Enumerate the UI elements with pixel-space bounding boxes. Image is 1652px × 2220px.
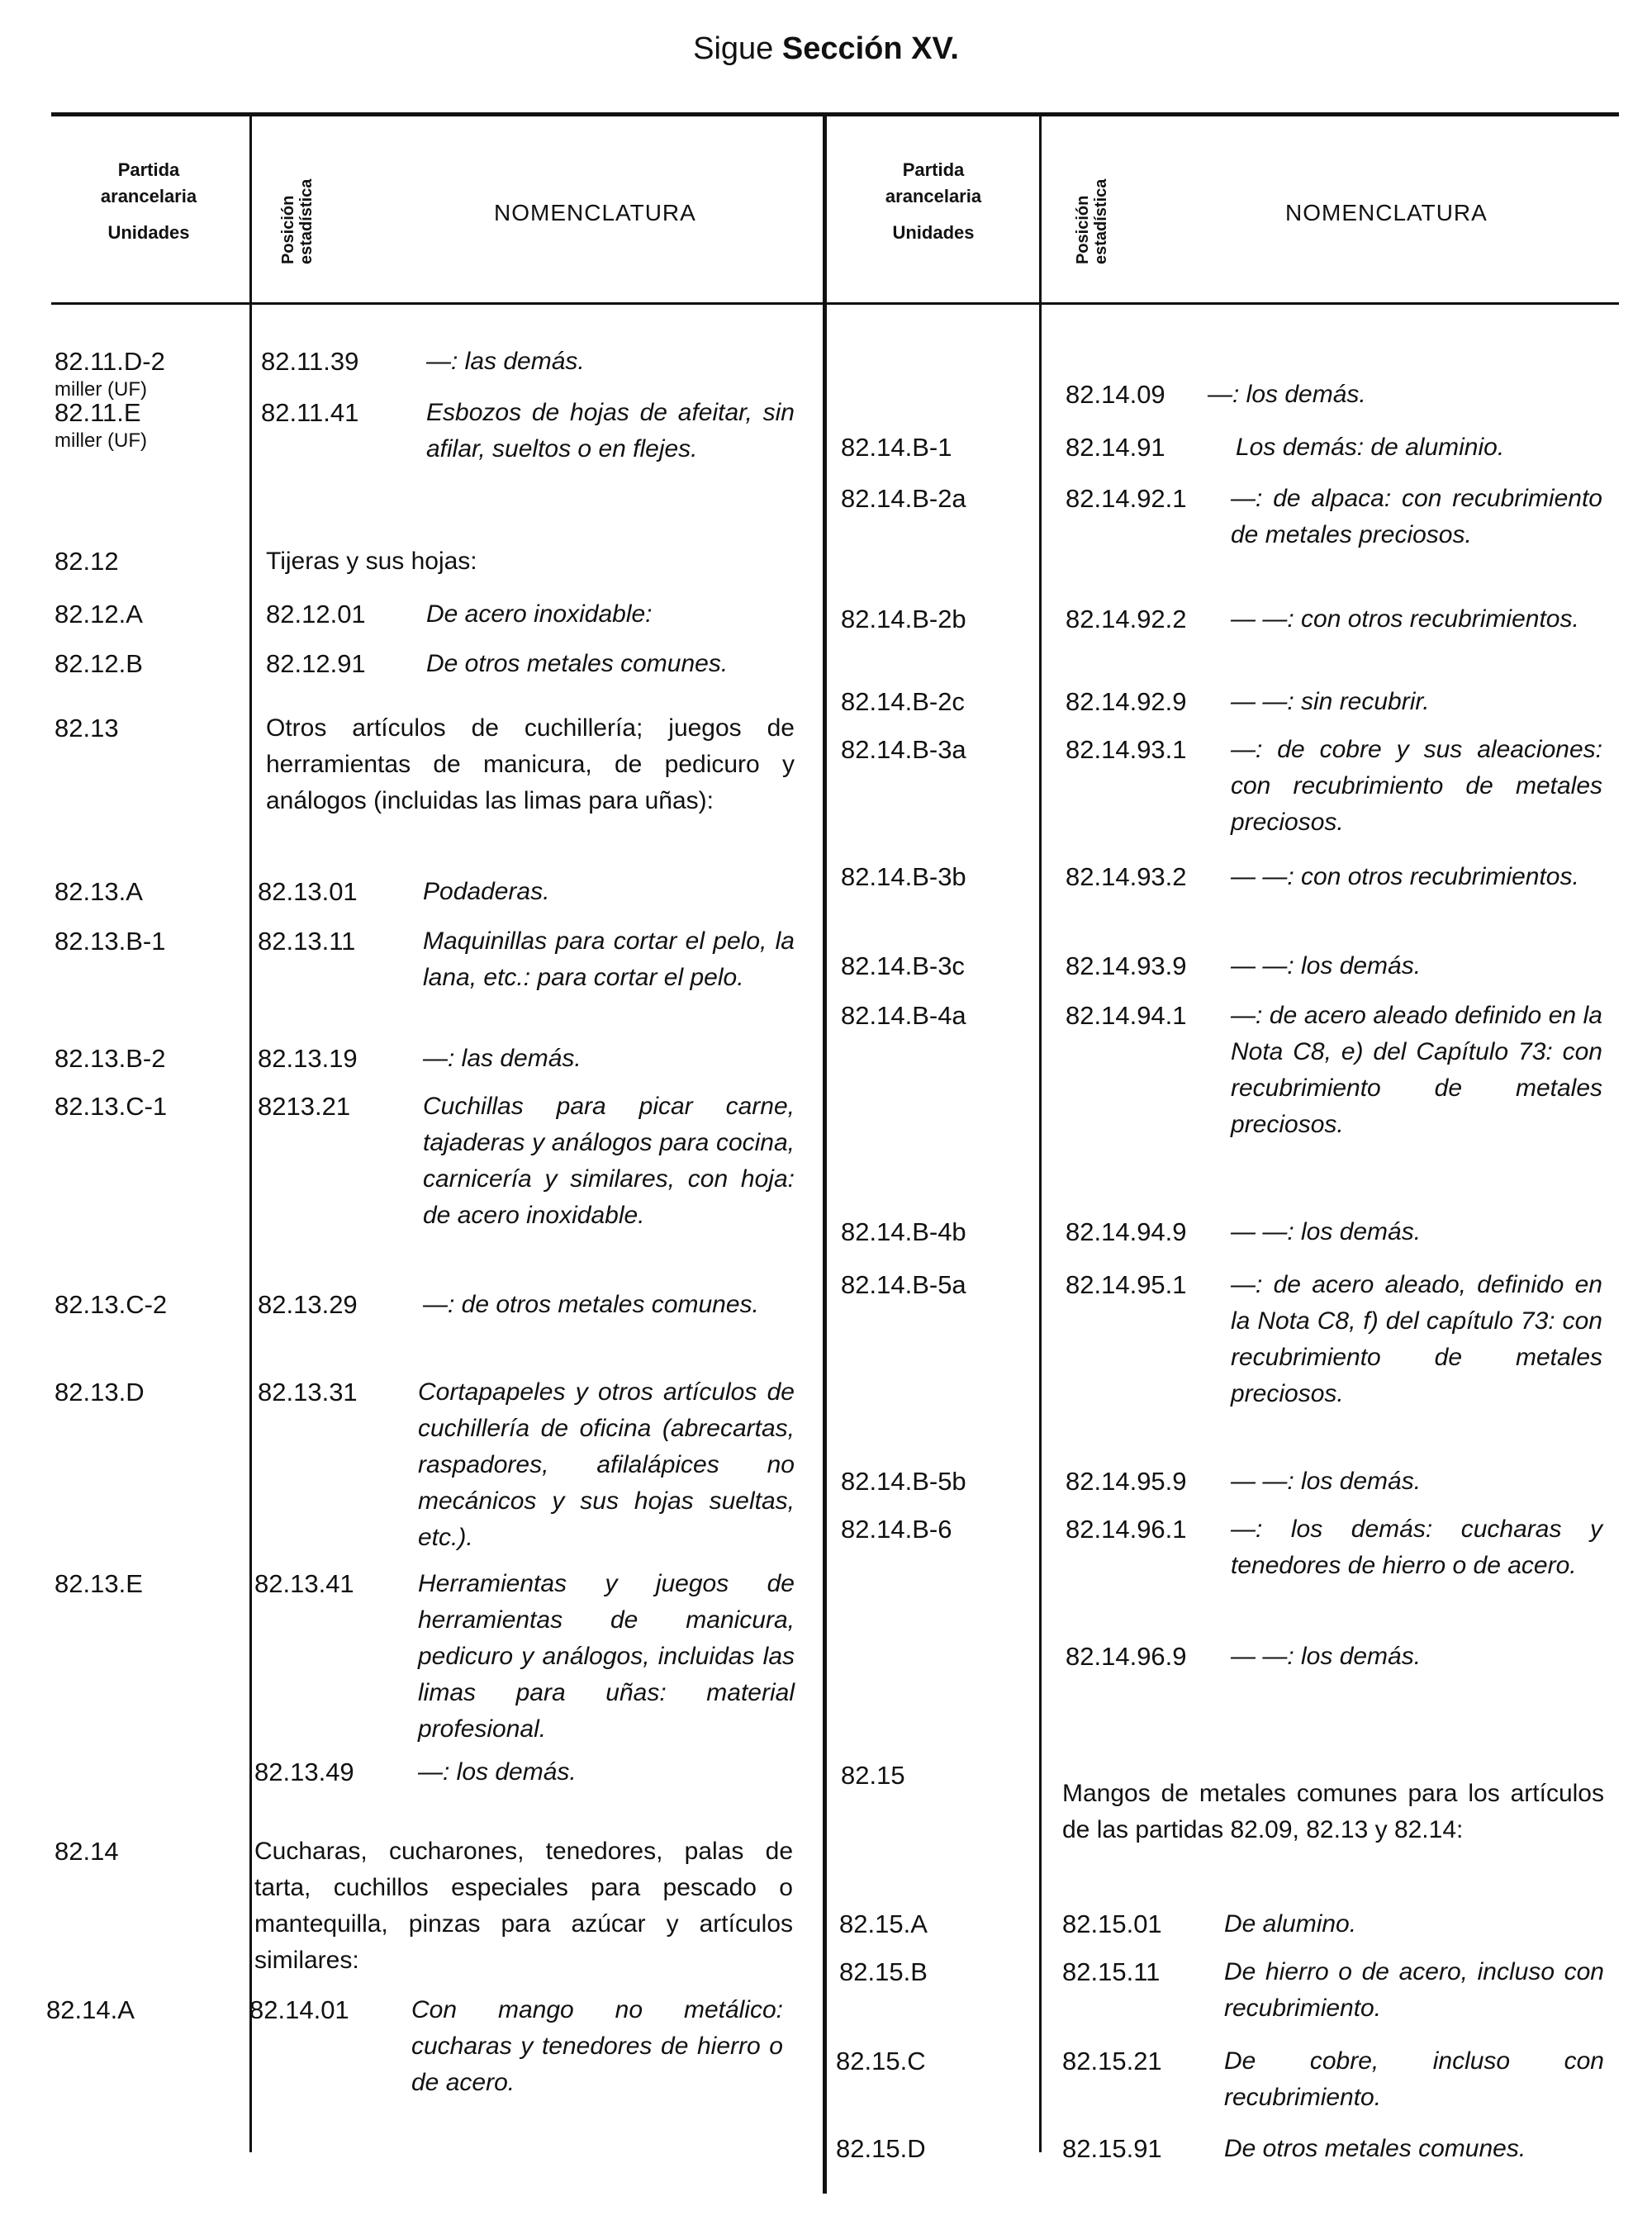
nomenclatura-desc: Herramientas y juegos de herramientas de manicura, pedicuro y análogos, incluidas las limas para uñas: material profesional. xyxy=(418,1570,795,1743)
posicion-code: 82.15.11 xyxy=(1062,1957,1161,1986)
nomenclatura-heading: Tijeras y sus hojas: xyxy=(266,548,477,575)
partida-code: 82.15.B xyxy=(839,1957,928,1986)
partida-code: 82.14.B-6 xyxy=(841,1515,952,1544)
nomenclatura-desc: Con mango no metálico: cucharas y tenedores de hierro o de acero. xyxy=(411,1996,783,2096)
nomenclatura-heading: Cucharas, cucharones, tenedores, palas de tarta, cuchillos especiales para pescado o mantequilla, pinzas para azúcar y artículos similares: xyxy=(254,1838,793,1974)
nomenclatura-desc: —: de cobre y sus aleaciones: con recubrimiento de metales preciosos. xyxy=(1231,736,1602,836)
posicion-code: 82.14.96.1 xyxy=(1066,1515,1187,1544)
posicion-code: 82.13.29 xyxy=(258,1290,358,1319)
posicion-code: 82.15.01 xyxy=(1062,1909,1162,1938)
nomenclatura-desc: Maquinillas para cortar el pelo, la lana, etc.: para cortar el pelo. xyxy=(423,927,795,991)
nomenclatura-desc: De otros metales comunes. xyxy=(426,650,729,677)
partida-code: 82.14.B-4a xyxy=(841,1001,966,1030)
posicion-code: 82.11.41 xyxy=(261,398,359,427)
partida-code: 82.14.B-2c xyxy=(841,687,965,716)
partida-code: 82.14.B-3b xyxy=(841,862,966,891)
column-rule xyxy=(1039,112,1042,2152)
partida-code: 82.13.D xyxy=(55,1378,145,1406)
partida-code: 82.14.A xyxy=(46,1995,135,2024)
partida-code: 82.14 xyxy=(55,1837,119,1866)
posicion-code: 82.14.92.2 xyxy=(1066,605,1187,633)
partida-code: 82.15.D xyxy=(836,2134,926,2163)
partida-code: 82.13.C-2 xyxy=(55,1290,168,1319)
partida-code: 82.11.E xyxy=(55,398,141,427)
nomenclatura-heading: Mangos de metales comunes para los artículos de las partidas 82.09, 82.13 y 82.14: xyxy=(1062,1780,1604,1843)
header-partida: Partida arancelaria Unidades xyxy=(100,159,197,243)
header-posicion: Posición estadística xyxy=(1074,178,1110,264)
partida-code: 82.13.E xyxy=(55,1569,143,1598)
partida-code: 82.14.B-2a xyxy=(841,484,966,513)
nomenclatura-desc: Podaderas. xyxy=(423,878,550,905)
column-rule xyxy=(823,112,827,2194)
partida-code: 82.14.B-3c xyxy=(841,951,965,980)
nomenclatura-desc: —: de acero aleado, definido en la Nota C8, f) del capítulo 73: con recubrimiento de metales preciosos. xyxy=(1231,1271,1602,1407)
posicion-code: 82.14.92.1 xyxy=(1066,484,1187,513)
nomenclatura-desc: Los demás: de aluminio. xyxy=(1236,434,1505,461)
posicion-code: 82.13.01 xyxy=(258,877,358,906)
partida-code: 82.13.A xyxy=(55,877,143,906)
nomenclatura-heading: Otros artículos de cuchillería; juegos de herramientas de manicura, de pedicuro y análogos (incluidas las limas para uñas): xyxy=(266,714,795,814)
nomenclatura-desc: Esbozos de hojas de afeitar, sin afilar, sueltos o en flejes. xyxy=(426,399,795,462)
nomenclatura-desc: De acero inoxidable: xyxy=(426,600,653,628)
nomenclatura-desc: —: los demás. xyxy=(1208,381,1366,408)
nomenclatura-desc: — —: sin recubrir. xyxy=(1231,688,1430,715)
partida-code: 82.15.A xyxy=(839,1909,928,1938)
posicion-code: 82.14.09 xyxy=(1066,380,1165,409)
posicion-code: 82.14.95.1 xyxy=(1066,1270,1187,1299)
posicion-code: 82.13.31 xyxy=(258,1378,358,1406)
partida-code: 82.14.B-5a xyxy=(841,1270,966,1299)
partida-unit: miller (UF) xyxy=(55,378,147,401)
partida-code: 82.13 xyxy=(55,714,119,742)
posicion-code: 82.14.96.9 xyxy=(1066,1642,1187,1671)
nomenclatura-desc: — —: con otros recubrimientos. xyxy=(1231,863,1579,890)
header-partida: Partida arancelaria Unidades xyxy=(885,159,982,243)
partida-code: 82.12.B xyxy=(55,649,143,678)
posicion-code: 82.14.93.1 xyxy=(1066,735,1187,764)
posicion-code: 82.12.01 xyxy=(266,600,366,629)
posicion-code: 82.13.11 xyxy=(258,927,356,956)
partida-code: 82.14.B-5b xyxy=(841,1467,966,1496)
table-top-rule xyxy=(51,112,1619,116)
nomenclatura-desc: —: las demás. xyxy=(426,348,585,375)
posicion-code: 82.11.39 xyxy=(261,347,359,376)
nomenclatura-desc: —: de alpaca: con recubrimiento de metales preciosos. xyxy=(1231,485,1602,548)
nomenclatura-desc: Cortapapeles y otros artículos de cuchillería de oficina (abrecartas, raspadores, afilalápices no mecánicos y sus hojas sueltas, etc.). xyxy=(418,1378,795,1551)
partida-code: 82.14.B-1 xyxy=(841,433,952,462)
partida-code: 82.11.D-2 xyxy=(55,347,165,376)
nomenclatura-desc: —: de acero aleado definido en la Nota C8, e) del Capítulo 73: con recubrimiento de metales preciosos. xyxy=(1231,1002,1602,1138)
partida-code: 82.15.C xyxy=(836,2047,926,2075)
nomenclatura-desc: Cuchillas para picar carne, tajaderas y análogos para cocina, carnicería y similares, con hoja: de acero inoxidable. xyxy=(423,1093,795,1229)
partida-code: 82.14.B-2b xyxy=(841,605,966,633)
nomenclatura-desc: De otros metales comunes. xyxy=(1224,2135,1526,2162)
nomenclatura-desc: —: los demás. xyxy=(418,1758,577,1786)
posicion-code: 82.14.94.9 xyxy=(1066,1217,1187,1246)
partida-code: 82.15 xyxy=(841,1761,905,1790)
nomenclatura-desc: De alumino. xyxy=(1224,1910,1357,1938)
partida-code: 82.14.B-3a xyxy=(841,735,966,764)
nomenclatura-desc: De hierro o de acero, incluso con recubrimiento. xyxy=(1224,1958,1604,2022)
partida-unit: miller (UF) xyxy=(55,429,147,452)
nomenclatura-desc: — —: los demás. xyxy=(1231,1468,1422,1495)
nomenclatura-desc: — —: con otros recubrimientos. xyxy=(1231,605,1579,633)
nomenclatura-desc: —: de otros metales comunes. xyxy=(423,1291,759,1318)
nomenclatura-desc: —: los demás: cucharas y tenedores de hierro o de acero. xyxy=(1231,1516,1602,1579)
partida-code: 82.13.B-2 xyxy=(55,1044,166,1073)
header-nomenclatura: NOMENCLATURA xyxy=(494,200,696,225)
posicion-code: 82.14.01 xyxy=(249,1995,349,2024)
header-nomenclatura: NOMENCLATURA xyxy=(1285,200,1488,225)
posicion-code: 82.14.92.9 xyxy=(1066,687,1187,716)
partida-code: 82.13.C-1 xyxy=(55,1092,168,1121)
posicion-code: 82.14.94.1 xyxy=(1066,1001,1187,1030)
posicion-code: 82.14.93.2 xyxy=(1066,862,1187,891)
nomenclatura-desc: —: las demás. xyxy=(423,1045,582,1072)
posicion-code: 82.14.95.9 xyxy=(1066,1467,1187,1496)
posicion-code: 82.13.19 xyxy=(258,1044,358,1073)
nomenclatura-desc: — —: los demás. xyxy=(1231,952,1422,980)
partida-code: 82.13.B-1 xyxy=(55,927,166,956)
posicion-code: 8213.21 xyxy=(258,1092,351,1121)
posicion-code: 82.13.41 xyxy=(254,1569,354,1598)
column-rule xyxy=(249,112,252,2152)
posicion-code: 82.15.21 xyxy=(1062,2047,1162,2075)
nomenclatura-desc: — —: los demás. xyxy=(1231,1643,1422,1670)
nomenclatura-desc: — —: los demás. xyxy=(1231,1218,1422,1245)
page-title: Sigue Sección XV. xyxy=(693,31,959,66)
posicion-code: 82.13.49 xyxy=(254,1758,354,1786)
partida-code: 82.12.A xyxy=(55,600,143,629)
posicion-code: 82.14.91 xyxy=(1066,433,1165,462)
nomenclatura-desc: De cobre, incluso con recubrimiento. xyxy=(1224,2047,1604,2111)
header-bottom-rule xyxy=(51,302,1619,305)
posicion-code: 82.15.91 xyxy=(1062,2134,1162,2163)
partida-code: 82.14.B-4b xyxy=(841,1217,966,1246)
posicion-code: 82.12.91 xyxy=(266,649,366,678)
header-posicion: Posición estadística xyxy=(279,178,316,264)
posicion-code: 82.14.93.9 xyxy=(1066,951,1187,980)
partida-code: 82.12 xyxy=(55,547,119,576)
